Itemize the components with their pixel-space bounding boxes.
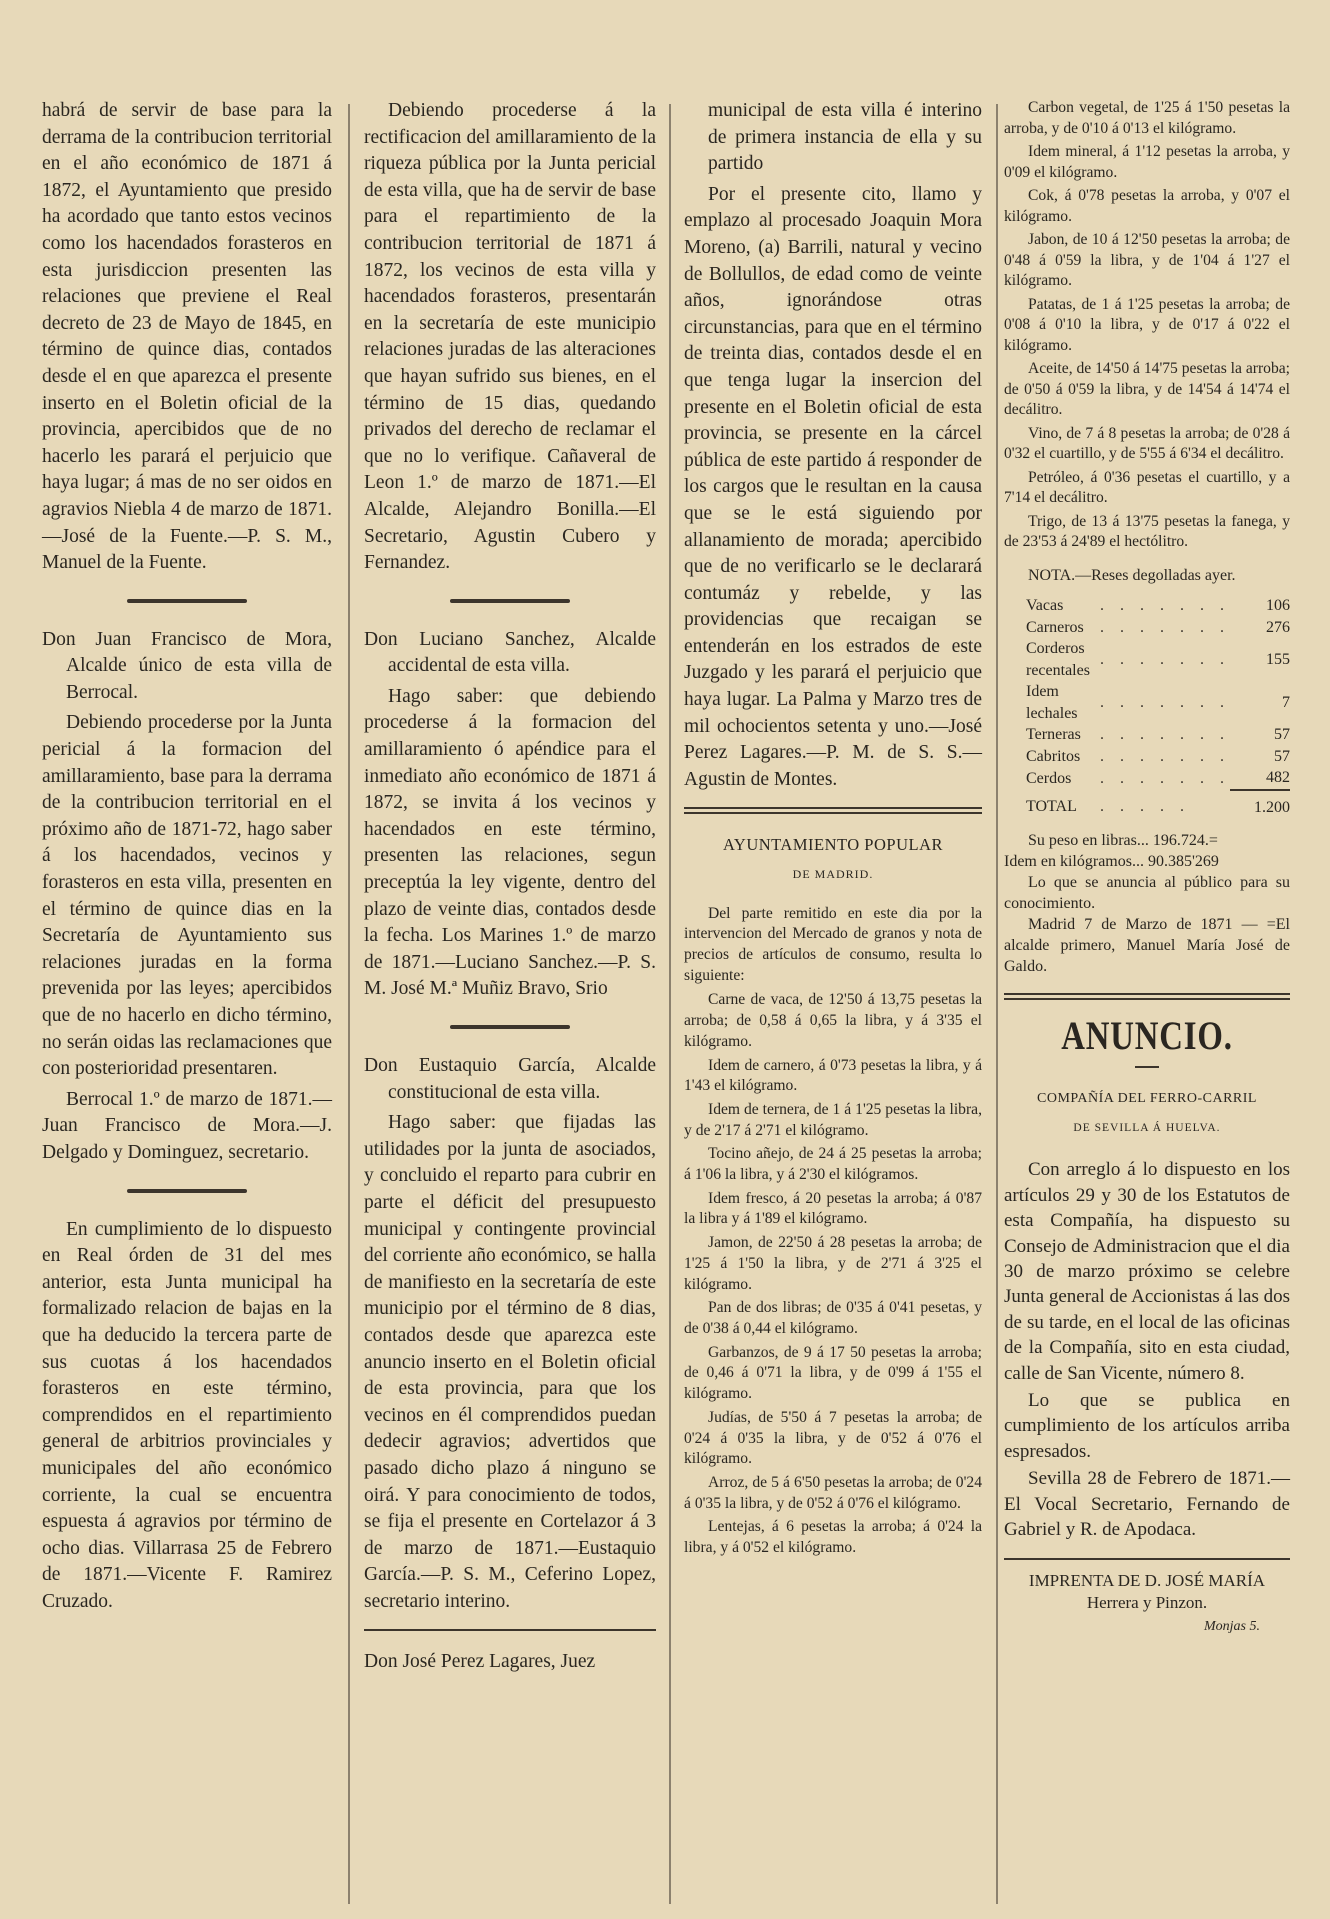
separator bbox=[127, 599, 247, 603]
price-item: Cok, á 0'78 pesetas la arroba, y 0'07 el kilógramo. bbox=[1004, 187, 1290, 225]
peso-kilos: Idem en kilógramos... 90.385'269 bbox=[1004, 853, 1219, 871]
reses-value: 57 bbox=[1274, 747, 1290, 765]
reses-label: Cabritos bbox=[1026, 747, 1081, 765]
price-item: Vino, de 7 á 8 pesetas la arroba; de 0'28 á 0'32 el cuartillo, y de 5'55 á 6'34 el decálitro. bbox=[1004, 424, 1290, 462]
column-3 bbox=[684, 98, 982, 1562]
marines-heading: Don Luciano Sanchez, Alcalde accidental de esta villa. bbox=[364, 628, 656, 677]
marines-body: Hago saber: que debiendo procederse á la formacion del amillaramiento ó apéndice para el inmediato año económico de 1871 á 1872, se invita á los vecinos y hacendados en este término, presenten las relaciones, segun preceptúa la ley vigente, dentro del plazo de veinte dias, contados desde la fecha. Los Marines 1.º de marzo de 1871.—Luciano Sanchez.—P. S. M. José M.ª Muñiz Bravo, Srio bbox=[364, 685, 656, 1000]
anuncio-body: Con arreglo á lo dispuesto en los artículos 29 y 30 de los Estatutos de esta Compañía, ha dispuesto su Consejo de Administracion que el dia 30 de marzo próximo se celebre Junta general de Accionistas á las dos de su tarde, en el local de las oficinas de la Compañía, sito en esta ciudad, calle de San Vicente, número 8. bbox=[1004, 1159, 1290, 1384]
separator bbox=[127, 1189, 247, 1193]
price-item: Patatas, de 1 á 1'25 pesetas la arroba; de 0'08 á 0'10 la libra, y de 0'17 á 0'22 el kilógramo. bbox=[1004, 295, 1290, 354]
price-item: Idem fresco, á 20 pesetas la arroba; á 0'87 la libra y á 1'89 el kilógramo. bbox=[684, 1189, 982, 1228]
price-item: Judías, de 5'50 á 7 pesetas la arroba; de 0'24 á 0'35 la libra, y de 0'52 á 0'76 el kilógramo. bbox=[684, 1408, 982, 1468]
table-row: Carneros . . . . . . . 276 bbox=[1026, 617, 1290, 639]
price-item: Arroz, de 5 á 6'50 pesetas la arroba; de 0'24 á 0'35 la libra, y de 0'52 á 0'76 el kilógramo. bbox=[684, 1473, 982, 1512]
total-row: TOTAL . . . . . 1.200 bbox=[1026, 790, 1290, 819]
column-rule-2 bbox=[669, 104, 671, 1904]
reses-label: Idem lechales bbox=[1026, 683, 1078, 722]
berrocal-heading: Don Juan Francisco de Mora, Alcalde único de esta villa de Berrocal. bbox=[42, 628, 332, 703]
reses-label: Carneros bbox=[1026, 618, 1084, 636]
price-item: Jamon, de 22'50 á 28 pesetas la arroba; de 1'25 á 1'50 la libra, y de 2'71 á 3'25 el kilógramo. bbox=[684, 1234, 982, 1293]
table-row: Corderos recentales . . . . . . . 155 bbox=[1026, 638, 1290, 681]
cortelazor-body: Hago saber: que fijadas las utilidades por la junta de asociados, y concluido el reparto para cubrir en parte el déficit del presupuesto municipal y contingente provincial del corriente año económico, se halla de manifiesto en la secretaría de este municipio por el término de 8 dias, contados desde que aparezca este anuncio inserto en el Boletin oficial de esta provincia, para que los vecinos en él comprendidos puedan dedecir agravios; advertidos que pasado dicho plazo á ninguno se oirá. Y para conocimiento de todos, se fija el presente en Cortelazor á 3 de marzo de 1871.—Eustaquio García.—P. S. M., Ceferino Lopez, secretario interino. bbox=[364, 1112, 656, 1612]
villarrasa-notice: En cumplimiento de lo dispuesto en Real órden de 31 del mes anterior, esta Junta municipal ha formalizado relacion de bajas en la que ha deducido la tercera parte de sus cuotas á los hacendados forasteros en este término, comprendidos en el repartimiento general de arbitrios provinciales y municipales del año económico corriente, la cual se encuentra espuesta á agravios por término de ocho dias. Villarrasa 25 de Febrero de 1871.—Vicente F. Ramirez Cruzado. bbox=[42, 1218, 332, 1612]
reses-label: Cerdos bbox=[1026, 769, 1072, 787]
price-item: Garbanzos, de 9 á 17 50 pesetas la arroba; de 0,46 á 0'71 la libra, y de 0'99 á 1'55 el kilógramo. bbox=[684, 1343, 982, 1403]
imprenta: IMPRENTA DE D. JOSÉ MARÍA Herrera y Pinzon. bbox=[1028, 1571, 1266, 1613]
reses-label: Vacas bbox=[1026, 597, 1064, 615]
price-item: Trigo, de 13 á 13'75 pesetas la fanega, y de 23'53 á 24'89 el hectólitro. bbox=[1004, 512, 1290, 550]
column-rule-1 bbox=[348, 104, 350, 1904]
requisitoria-body: Por el presente cito, llamo y emplazo al procesado Joaquin Mora Moreno, (a) Barrili, natural y vecino de Bollullos, de edad como de veinte años, ignorándose otras circunstancias, para que en el término de treinta dias, contados desde el en que tenga lugar la insercion del presente en el Boletin oficial de esta provincia, se presente en la cárcel pública de este partido á responder de los cargos que le resultan en la causa que se le está siguiendo por allanamiento de morada; apercibido que de no verificarlo se le declarará contumáz y rebelde, y las providencias que recaigan se entenderán en los estrados de este Juzgado y les parará el perjuicio que haya lugar. La Palma y Marzo tres de mil ochocientos setenta y uno.—José Perez Lagares.—P. M. de S. S.—Agustin de Montes. bbox=[684, 183, 982, 790]
separator bbox=[450, 1025, 570, 1029]
column-rule-3 bbox=[996, 104, 998, 1904]
reses-label: Corderos recentales bbox=[1026, 640, 1090, 679]
reses-value: 482 bbox=[1266, 769, 1290, 787]
anuncio-close: Lo que se publica en cumplimiento de los artículos arriba espresados. bbox=[1004, 1389, 1290, 1462]
total-label: TOTAL bbox=[1026, 798, 1077, 816]
separator bbox=[1004, 1558, 1290, 1560]
table-row: Idem lechales . . . . . . . 7 bbox=[1026, 681, 1290, 724]
price-item: Aceite, de 14'50 á 14'75 pesetas la arroba; de 0'50 á 0'59 la libra, y de 14'54 á 14'74 el decálitro. bbox=[1004, 360, 1290, 418]
price-item: Jabon, de 10 á 12'50 pesetas la arroba; de 0'48 á 0'59 la libra, y de 1'04 á 1'27 el kilógramo. bbox=[1004, 231, 1290, 289]
market-intro: Del parte remitido en este dia por la intervencion del Mercado de granos y nota de precios de artículos de consumo, resulta lo siguiente: bbox=[684, 904, 982, 984]
table-row: Terneras . . . . . . . 57 bbox=[1026, 724, 1290, 746]
table-row: Vacas . . . . . . . 106 bbox=[1026, 595, 1290, 617]
separator bbox=[1004, 993, 1290, 1000]
company-heading: COMPAÑÍA DEL FERRO-CARRIL bbox=[1037, 1091, 1257, 1107]
juez-heading: Don José Perez Lagares, Juez bbox=[364, 1651, 596, 1673]
total-value: 1.200 bbox=[1230, 790, 1290, 819]
table-row: Cerdos . . . . . . . 482 bbox=[1026, 767, 1290, 790]
anuncio-signature: Sevilla 28 de Febrero de 1871.—El Vocal Secretario, Fernando de Gabriel y R. de Apodaca. bbox=[1004, 1468, 1290, 1540]
separator bbox=[364, 1629, 656, 1631]
column-4 bbox=[1004, 98, 1290, 1641]
separator bbox=[1135, 1066, 1159, 1068]
reses-note: NOTA.—Reses degolladas ayer. bbox=[1028, 566, 1236, 584]
column-2 bbox=[364, 98, 656, 1680]
reses-value: 57 bbox=[1274, 726, 1290, 744]
price-list-1 bbox=[684, 904, 982, 1559]
reses-value: 276 bbox=[1266, 618, 1290, 636]
price-item: Idem de carnero, á 0'73 pesetas la libra, y á 1'43 el kilógramo. bbox=[684, 1056, 982, 1095]
price-item: Carbon vegetal, de 1'25 á 1'50 pesetas la arroba, y de 0'10 á 0'13 el kilógramo. bbox=[1004, 99, 1290, 137]
column-1 bbox=[42, 98, 332, 1619]
niebla-notice: habrá de servir de base para la derrama de la contribucion territorial en el año económico de 1871 á 1872, el Ayuntamiento que presido ha acordado que tanto estos vecinos como los hacendados forasteros en esta jurisdiccion presenten las relaciones que previene el Real decreto de 23 de Mayo de 1845, en término de quince dias, contados desde el en que aparezca el presente inserto en el Boletin oficial de la provincia, apercibidos que de no hacerlo les parará el perjuicio que haya lugar; á mas de no ser oidos en agravios Niebla 4 de marzo de 1871.—José de la Fuente.—P. S. M., Manuel de la Fuente. bbox=[42, 100, 332, 574]
company-subheading: DE SEVILLA Á HUELVA. bbox=[1073, 1121, 1221, 1134]
madrid-closing bbox=[1004, 830, 1290, 977]
closing-signature: Madrid 7 de Marzo de 1871 — =El alcalde primero, Manuel María José de Galdo. bbox=[1004, 916, 1290, 976]
price-item: Lentejas, á 6 pesetas la arroba; á 0'24 la libra, y á 0'52 el kilógramo. bbox=[684, 1518, 982, 1557]
reses-value: 7 bbox=[1282, 693, 1290, 711]
price-item: Idem de ternera, de 1 á 1'25 pesetas la libra, y de 2'17 á 2'71 el kilógramo. bbox=[684, 1100, 982, 1139]
imprenta-address: Monjas 5. bbox=[1204, 1619, 1260, 1635]
separator bbox=[450, 599, 570, 603]
reses-table bbox=[1026, 595, 1290, 818]
price-list-2 bbox=[1004, 98, 1290, 553]
closing-note: Lo que se anuncia al público para su conocimiento. bbox=[1004, 874, 1290, 913]
peso-libras: Su peso en libras... 196.724.= bbox=[1028, 832, 1218, 850]
madrid-heading: AYUNTAMIENTO POPULAR bbox=[723, 835, 943, 855]
berrocal-body: Debiendo procederse por la Junta pericial á la formacion del amillaramiento, base para la derrama de la contribucion territorial en el próximo año de 1871-72, hago saber á los hacendados, vecinos y forasteros en esta villa, presenten en el término de quince dias en la Secretaría de Ayuntamiento sus relaciones juradas en la forma prevenida por las leyes; apercibidos que de no hacerlo en dicho término, no serán oidas las reclamaciones que con posterioridad presentaren. bbox=[42, 712, 332, 1080]
reses-value: 106 bbox=[1266, 597, 1290, 615]
price-item: Carne de vaca, de 12'50 á 13,75 pesetas la arroba; de 0,58 á 0,65 la libra, y á 3'35 el kilógramo. bbox=[684, 991, 982, 1050]
price-item: Idem mineral, á 1'12 pesetas la arroba, y 0'09 el kilógramo. bbox=[1004, 143, 1290, 181]
canaveral-notice: Debiendo procederse á la rectificacion del amillaramiento de la riqueza pública por la Junta pericial de esta villa, que ha de servir de base para el repartimiento de la contribucion territorial de 1871 á 1872, los vecinos de esta villa y hacendados forasteros, presentarán en la secretaría de este municipio relaciones juradas de las alteraciones que hayan sufrido sus bienes, en el término de 15 dias, quedando privados del derecho de reclamar el que no lo verifique. Cañaveral de Leon 1.º de marzo de 1871.—El Alcalde, Alejandro Bonilla.—El Secretario, Agustin Cubero y Fernandez. bbox=[364, 100, 656, 574]
juez-heading-cont: municipal de esta villa é interino de primera instancia de ella y su partido bbox=[708, 100, 982, 175]
price-item: Petróleo, á 0'36 pesetas el cuartillo, y a 7'14 el decálitro. bbox=[1004, 468, 1290, 506]
cortelazor-heading: Don Eustaquio García, Alcalde constitucional de esta villa. bbox=[364, 1055, 656, 1103]
reses-label: Terneras bbox=[1026, 726, 1081, 744]
berrocal-signature: Berrocal 1.º de marzo de 1871.—Juan Francisco de Mora.—J. Delgado y Dominguez, secretario. bbox=[42, 1088, 332, 1163]
anuncio-title: ANUNCIO. bbox=[1061, 1013, 1233, 1059]
table-row: Cabritos . . . . . . . 57 bbox=[1026, 746, 1290, 768]
reses-value: 155 bbox=[1266, 650, 1290, 668]
separator bbox=[684, 807, 982, 814]
price-item: Pan de dos libras; de 0'35 á 0'41 pesetas, y de 0'38 á 0,44 el kilógramo. bbox=[684, 1299, 982, 1337]
madrid-subheading: DE MADRID. bbox=[792, 867, 874, 882]
price-item: Tocino añejo, de 24 á 25 pesetas la arroba; á 1'06 la libra, y á 2'30 el kilógramos. bbox=[684, 1145, 982, 1184]
